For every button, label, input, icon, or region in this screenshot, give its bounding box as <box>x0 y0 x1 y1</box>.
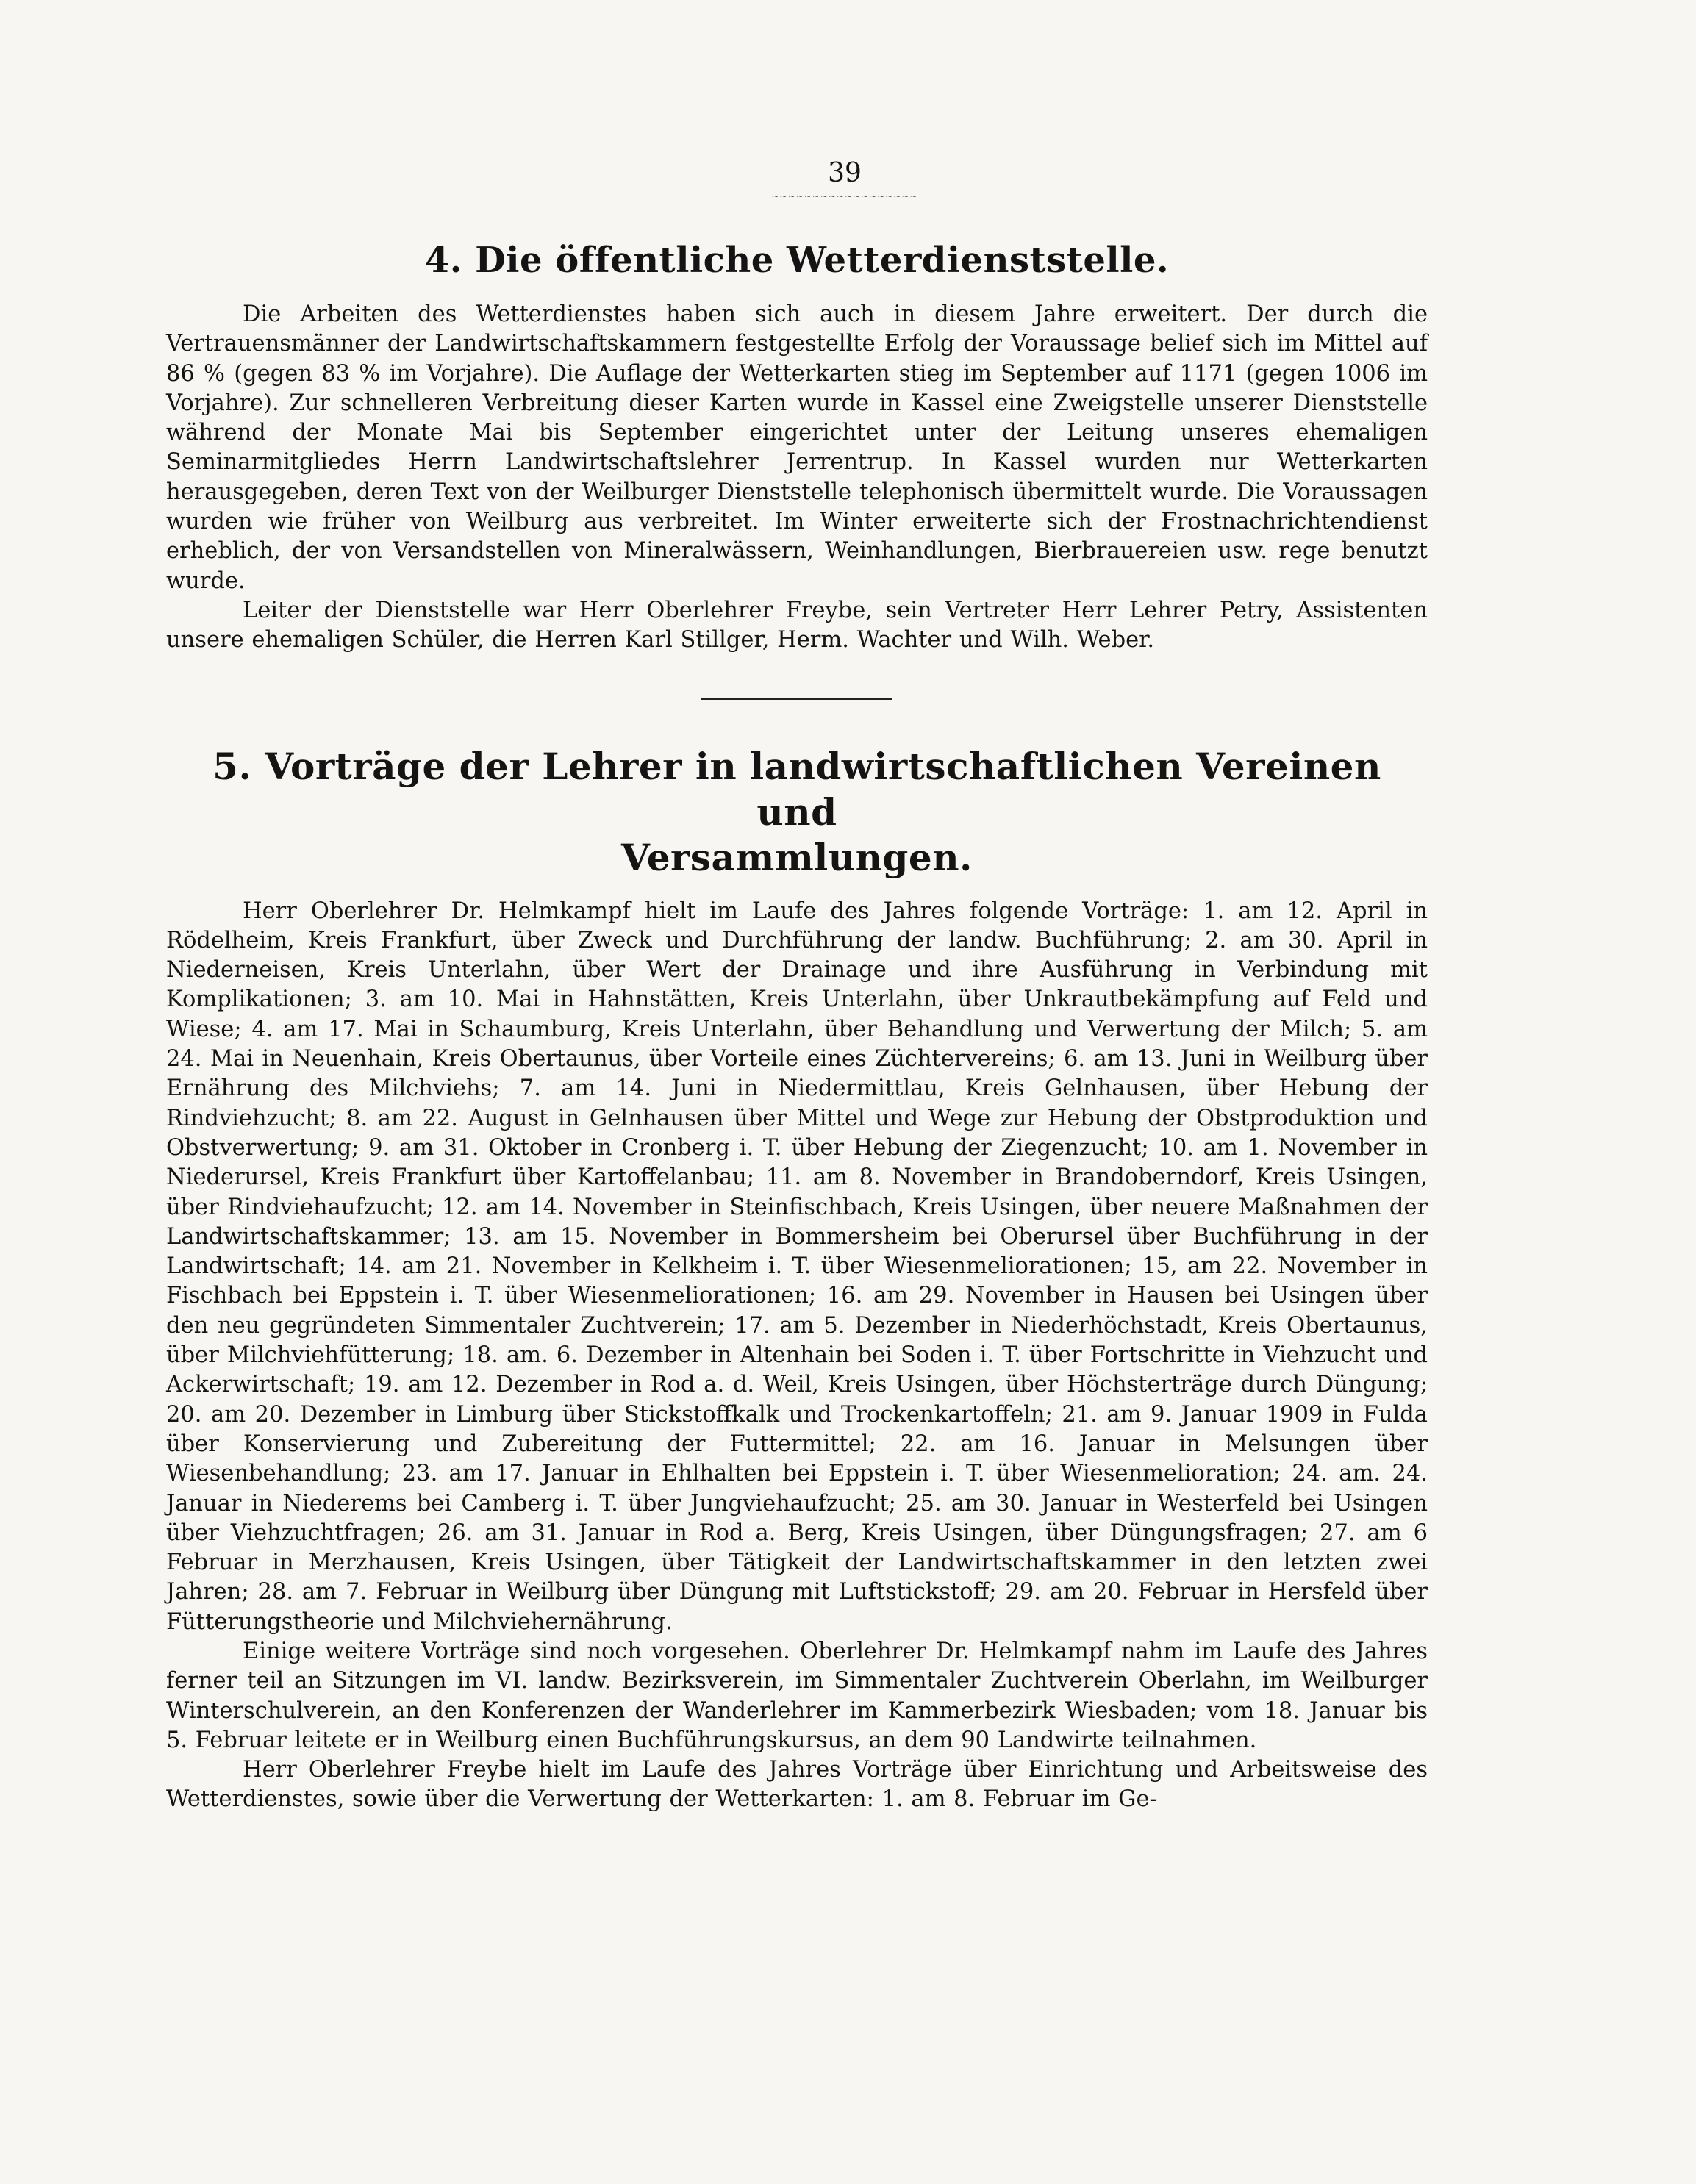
document-page <box>166 157 1428 1815</box>
section-4-paragraph: Leiter der Dienststelle war Herr Oberlehrer Freybe, sein Vertreter Herr Lehrer Petry, Assistenten unsere ehemaligen Schüler, die Herren Karl Stillger, Herm. Wachter und Wilh. Weber. <box>166 597 1428 654</box>
page-number-ornament: ~~~~~~~~~~~~~~~~~~ <box>771 191 918 201</box>
section-5 <box>166 744 1428 1815</box>
page-number: 39 <box>828 158 862 188</box>
section-divider <box>701 698 892 700</box>
section-4 <box>166 240 1428 656</box>
section-5-heading-line-1: 5. Vorträge der Lehrer in landwirtschaftlichen Vereinen und <box>212 744 1381 834</box>
section-5-paragraph: Herr Oberlehrer Dr. Helmkampf hielt im Laufe des Jahres folgende Vorträge: 1. am 12. April in Rödelheim, Kreis Frankfurt, über Zweck und Durchführung der landw. Buchführung; 2. am 30. April in Niederneisen, Kreis Unterlahn, über Wert der Drainage und ihre Ausführung in Verbindung mit Komplikationen; 3. am 10. Mai in Hahnstätten, Kreis Unterlahn, über Unkrautbekämpfung auf Feld und Wiese; 4. am 17. Mai in Schaumburg, Kreis Unterlahn, über Behandlung und Verwertung der Milch; 5. am 24. Mai in Neuenhain, Kreis Obertaunus, über Vorteile eines Züchtervereins; 6. am 13. Juni in Weilburg über Ernährung des Milchviehs; 7. am 14. Juni in Niedermittlau, Kreis Gelnhausen, über Hebung der Rindviehzucht; 8. am 22. August in Gelnhausen über Mittel und Wege zur Hebung der Obstproduktion und Obstverwertung; 9. am 31. Oktober in Cronberg i. T. über Hebung der Ziegenzucht; 10. am 1. November in Niederursel, Kreis Frankfurt über Kartoffelanbau; 11. am 8. November in Brandoberndorf, Kreis Usingen, über Rindviehaufzucht; 12. am 14. November in Steinfischbach, Kreis Usingen, über neuere Maßnahmen der Landwirtschaftskammer; 13. am 15. November in Bommersheim bei Oberursel über Buchführung in der Landwirtschaft; 14. am 21. November in Kelkheim i. T. über Wiesenmeliorationen; 15, am 22. November in Fischbach bei Eppstein i. T. über Wiesenmeliorationen; 16. am 29. November in Hausen bei Usingen über den neu gegründeten Simmentaler Zuchtverein; 17. am 5. Dezember in Niederhöchstadt, Kreis Obertaunus, über Milchviehfütterung; 18. am. 6. Dezember in Altenhain bei Soden i. T. über Fortschritte in Viehzucht und Ackerwirtschaft; 19. am 12. Dezember in Rod a. d. Weil, Kreis Usingen, über Höchsterträge durch Düngung; 20. am 20. Dezember in Limburg über Stickstoffkalk und Trockenkartoffeln; 21. am 9. Januar 1909 in Fulda über Konservierung und Zubereitung der Futtermittel; 22. am 16. Januar in Melsungen über Wiesenbehandlung; 23. am 17. Januar in Ehlhalten bei Eppstein i. T. über Wiesenmelioration; 24. am. 24. Januar in Niederems bei Camberg i. T. über Jungviehaufzucht; 25. am 30. Januar in Westerfeld bei Usingen über Viehzuchtfragen; 26. am 31. Januar in Rod a. Berg, Kreis Usingen, über Düngungsfragen; 27. am 6 Februar in Merzhausen, Kreis Usingen, über Tätigkeit der Landwirtschaftskammer in den letzten zwei Jahren; 28. am 7. Februar in Weilburg über Düngung mit Luftstickstoff; 29. am 20. Februar in Hersfeld über Fütterungstheorie und Milchviehernährung. <box>166 898 1428 1635</box>
section-5-paragraph: Herr Oberlehrer Freybe hielt im Laufe des Jahres Vorträge über Einrichtung und Arbeitsweise des Wetterdienstes, sowie über die Verwertung der Wetterkarten: 1. am 8. Februar im Ge- <box>166 1757 1428 1813</box>
section-5-heading-line-2: Versammlungen. <box>621 835 973 879</box>
section-5-paragraph: Einige weitere Vorträge sind noch vorgesehen. Oberlehrer Dr. Helmkampf nahm im Laufe des Jahres ferner teil an Sitzungen im VI. landw. Bezirksverein, im Simmentaler Zuchtverein Oberlahn, im Weilburger Winterschulverein, an den Konferenzen der Wanderlehrer im Kammerbezirk Wiesbaden; vom 18. Januar bis 5. Februar leitete er in Weilburg einen Buchführungskursus, an dem 90 Landwirte teilnahmen. <box>166 1638 1428 1753</box>
section-4-heading: 4. Die öffentliche Wetterdienststelle. <box>424 240 1170 281</box>
section-5-heading <box>166 744 1428 881</box>
section-4-paragraph: Die Arbeiten des Wetterdienstes haben sich auch in diesem Jahre erweitert. Der durch die Vertrauensmänner der Landwirtschaftskammern festgestellte Erfolg der Voraussage belief sich im Mittel auf 86 % (gegen 83 % im Vorjahre). Die Auflage der Wetterkarten stieg im September auf 1171 (gegen 1006 im Vorjahre). Zur schnelleren Verbreitung dieser Karten wurde in Kassel eine Zweigstelle unserer Dienststelle während der Monate Mai bis September eingerichtet unter der Leitung unseres ehemaligen Seminarmitgliedes Herrn Landwirtschaftslehrer Jerrentrup. In Kassel wurden nur Wetterkarten herausgegeben, deren Text von der Weilburger Dienststelle telephonisch übermittelt wurde. Die Voraussagen wurden wie früher von Weilburg aus verbreitet. Im Winter erweiterte sich der Frostnachrichtendienst erheblich, der von Versandstellen von Mineralwässern, Weinhandlungen, Bierbrauereien usw. rege benutzt wurde. <box>166 301 1428 594</box>
